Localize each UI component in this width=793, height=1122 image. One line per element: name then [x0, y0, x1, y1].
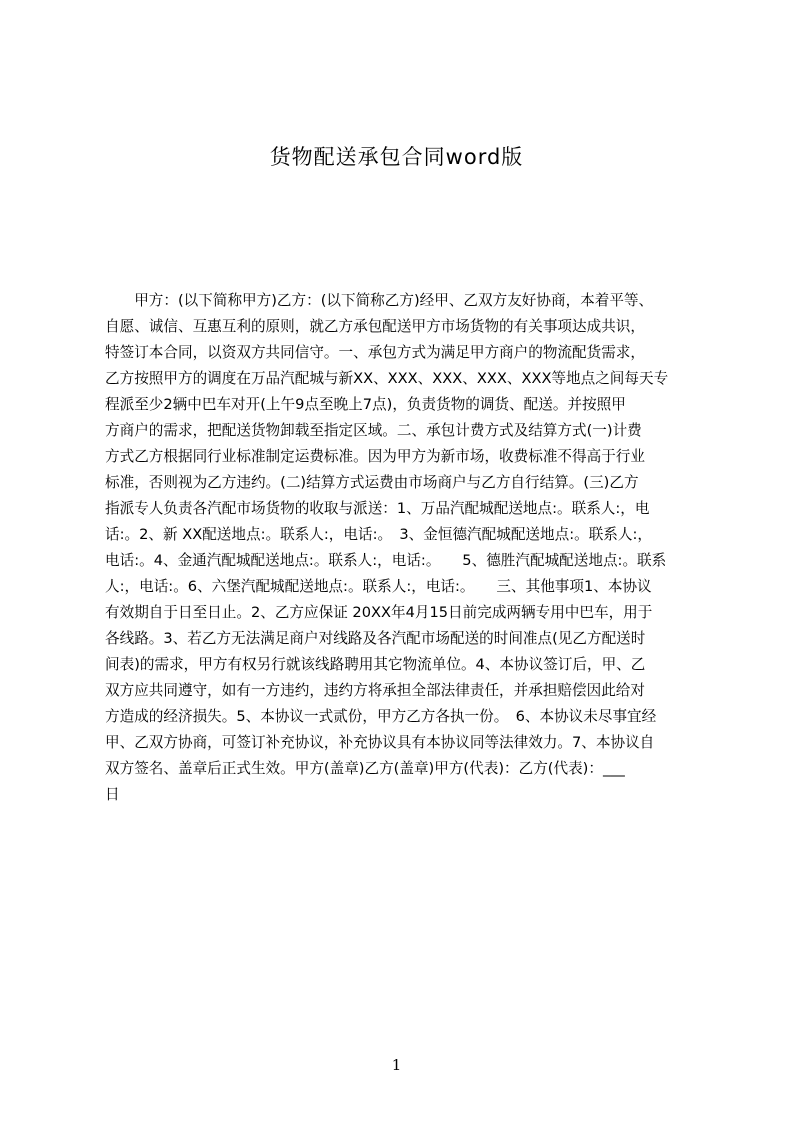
body-text-line: 方商户的需求，把配送货物卸载至指定区域。二、承包计费方式及结算方式(一)计费: [105, 422, 642, 439]
body-text-line: 标准，否则视为乙方违约。(二)结算方式运费由市场商户与乙方自行结算。(三)乙方: [105, 474, 639, 491]
document-title: 货物配送承包合同word版: [269, 145, 524, 169]
page-number: 1: [391, 1056, 402, 1074]
body-text-line: 有效期自于日至日止。2、乙方应保证 20XX年4月15日前完成两辆专用中巴车，用于: [105, 604, 653, 621]
body-text-line: 人:，电话:。6、六堡汽配城配送地点:。联系人:，电话:。 三、其他事项1、本协议: [105, 578, 652, 595]
body-text-line: 方式乙方根据同行业标准制定运费标准。因为甲方为新市场，收费标准不得高于行业: [105, 448, 645, 465]
body-text-line: 甲方：(以下简称甲方)乙方：(以下简称乙方)经甲、乙双方友好协商，本着平等、: [105, 292, 654, 309]
document-body: [105, 288, 698, 808]
body-text-line: 话:。2、新 XX配送地点:。联系人:，电话:。 3、金恒德汽配城配送地点:。联系人:，: [105, 526, 653, 543]
body-text-line: 自愿、诚信、互惠互利的原则，就乙方承包配送甲方市场货物的有关事项达成共识，: [105, 318, 645, 335]
body-text-line: 电话:。4、金通汽配城配送地点:。联系人:，电话:。 5、德胜汽配城配送地点:。联系: [105, 552, 667, 569]
body-text-line: 各线路。3、若乙方无法满足商户对线路及各汽配市场配送的时间准点(见乙方配送时: [105, 630, 646, 647]
body-text-line: 特签订本合同，以资双方共同信守。一、承包方式为满足甲方商户的物流配货需求，: [105, 344, 645, 361]
body-text-line: 双方应共同遵守，如有一方违约，违约方将承担全部法律责任，并承担赔偿因此给对: [105, 682, 645, 699]
body-text-line: 程派至少2辆中巴车对开(上午9点至晚上7点)，负责货物的调货、配送。并按照甲: [105, 396, 626, 413]
body-text-line: 双方签名、盖章后正式生效。甲方(盖章)乙方(盖章)甲方(代表)：乙方(代表)：___: [105, 760, 625, 777]
body-text-line: 指派专人负责各汽配市场货物的收取与派送：1、万品汽配城配送地点:。联系人:，电: [105, 500, 650, 517]
body-text-line: 乙方按照甲方的调度在万品汽配城与新XX、XXX、XXX、XXX、XXX等地点之间每天专: [105, 370, 669, 387]
body-text-line: 日: [105, 786, 120, 803]
body-text-line: 间表)的需求，甲方有权另行就该线路聘用其它物流单位。4、本协议签订后，甲、乙: [105, 656, 646, 673]
body-text-line: 甲、乙双方协商，可签订补充协议，补充协议具有本协议同等法律效力。7、本协议自: [105, 734, 655, 751]
body-text-line: 方造成的经济损失。5、本协议一式贰份，甲方乙方各执一份。 6、本协议未尽事宜经: [105, 708, 657, 725]
